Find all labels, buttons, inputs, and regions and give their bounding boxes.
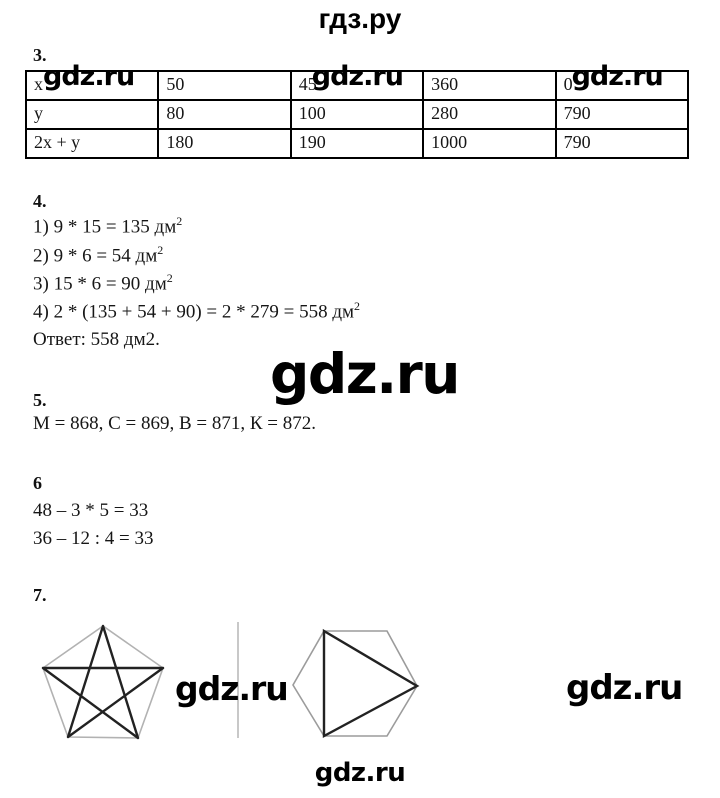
watermark-logo: gdz.ru [175,669,288,708]
table-row [26,71,688,100]
pentagram-star [43,626,163,738]
table-cell: 360 [423,71,555,100]
answer-line: Ответ: 558 дм2. [33,329,160,350]
table-row [26,100,688,129]
solution-step: 4) 2 * (135 + 54 + 90) = 2 * 279 = 558 $дм^2$ [33,299,361,323]
footer-logo: gdz.ru [314,758,406,788]
table-cell: 180 [158,129,290,158]
solution-step: 3) 15 * 6 = 90 $дм^2$ [33,271,173,295]
table-cell: 80 [158,100,290,129]
solution-step: 2) 9 * 6 = 54 $дм^2$ [33,243,164,267]
answers-table-wrapper [25,61,689,159]
table-cell: 790 [556,129,688,158]
section-7-label: 7. [33,585,47,605]
table-cell: 45 gdz.ru [291,71,423,100]
section-5-label: 5. [33,390,47,410]
section-3-label: 3. [33,45,47,65]
watermark-logo: gdz.ru [311,61,403,92]
solution-step: 1) 9 * 15 = 135 $дм^2$ [33,214,183,238]
table-cell: 0 gdz.ru [556,71,688,100]
watermark-logo: gdz.ru [571,61,663,92]
table-cell: 100 [291,100,423,129]
table-cell: y [26,100,158,129]
section-4-label: 4. [33,191,47,211]
section-6-label: 6 [33,473,42,493]
table-row [26,129,688,158]
solution-line: 36 – 12 : 4 = 33 [33,528,154,549]
answers-table [25,61,689,159]
solution-line: М = 868, С = 869, В = 871, К = 872. [33,413,317,434]
table-cell: 190 [291,129,423,158]
table-cell: 2x + y [26,129,158,158]
table-cell: 1000 [423,129,555,158]
table-cell: x gdz.ru [26,71,158,100]
table-cell: 280 [423,100,555,129]
watermark-logo: gdz.ru [43,61,135,92]
solution-line: 48 – 3 * 5 = 33 [33,500,149,521]
table-cell: 790 [556,100,688,129]
watermark-logo: gdz.ru [566,668,683,708]
watermark-logo: gdz.ru [270,342,459,406]
table-cell: 50 [158,71,290,100]
site-logo-header: гдз.ру [318,3,402,34]
inscribed-triangle [324,631,417,736]
